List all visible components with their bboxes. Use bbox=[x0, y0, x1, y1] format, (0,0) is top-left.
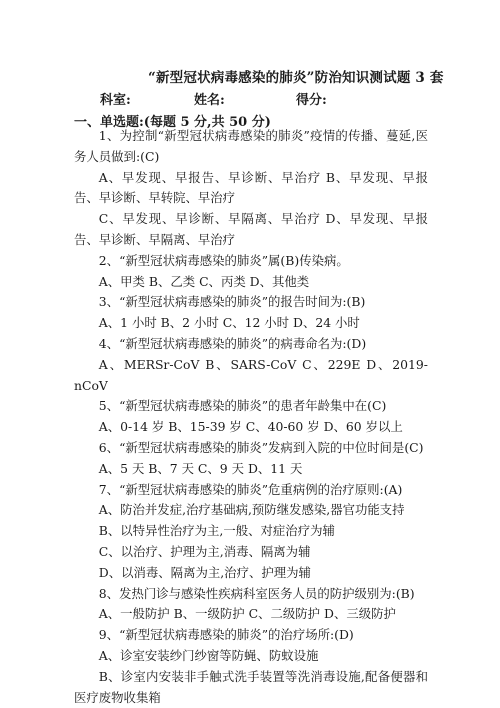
option-line: A、1 小时 B、2 小时 C、12 小时 D、24 小时 bbox=[98, 315, 360, 331]
question-line: 9、“新型冠状病毒感染的肺炎”的治疗场所:(D) bbox=[98, 627, 354, 643]
score-label: 得分: bbox=[296, 93, 327, 108]
option-line: A、早发现、早报告、早诊断、早治疗 B、早发现、早报告、早诊断、早转院、早治疗 bbox=[74, 169, 428, 206]
question-line: 2、“新型冠状病毒感染的肺炎”属(B)传染病。 bbox=[98, 252, 349, 268]
document-title: “新型冠状病毒感染的肺炎”防治知识测试题 3 套 bbox=[148, 70, 444, 86]
name-label: 姓名: bbox=[194, 93, 225, 108]
option-line: A、5 天 B、7 天 C、9 天 D、11 天 bbox=[98, 460, 303, 476]
question-list bbox=[74, 126, 428, 708]
option-line: D、以消毒、隔离为主,治疗、护理为辅 bbox=[98, 564, 311, 580]
option-line: C、早发现、早诊断、早隔离、早治疗 D、早发现、早报告、早诊断、早隔离、早治疗 bbox=[74, 211, 428, 247]
question-line: 7、“新型冠状病毒感染的肺炎”危重病例的治疗原则:(A) bbox=[98, 481, 403, 497]
question-line: 8、发热门诊与感染性疾病科室医务人员的防护级别为:(B) bbox=[98, 585, 415, 601]
option-line: A、甲类 B、乙类 C、丙类 D、其他类 bbox=[98, 273, 310, 289]
option-line: A、一般防护 B、一级防护 C、二级防护 D、三级防护 bbox=[98, 606, 396, 622]
option-line: B、诊室内安装非手触式洗手装置等洗消毒设施,配备便器和医疗废物收集箱 bbox=[74, 668, 428, 705]
option-line: C、以治疗、护理为主,消毒、隔离为辅 bbox=[98, 543, 311, 559]
department-label: 科室: bbox=[100, 93, 131, 108]
question-line: 6、“新型冠状病毒感染的肺炎”发病到入院的中位时间是(C) bbox=[98, 439, 424, 455]
question-line: 3、“新型冠状病毒感染的肺炎”的报告时间为:(B) bbox=[98, 294, 366, 310]
option-line: A、0-14 岁 B、15-39 岁 C、40-60 岁 D、60 岁以上 bbox=[98, 419, 403, 435]
section-heading: 一、单选题:(每题 5 分,共 50 分) bbox=[74, 115, 271, 130]
option-line: B、以特异性治疗为主,一般、对症治疗为辅 bbox=[98, 523, 335, 539]
question-line: 4、“新型冠状病毒感染的肺炎”的病毒命名为:(D) bbox=[98, 335, 367, 351]
question-line: 1、为控制“新型冠状病毒感染的肺炎”疫情的传播、蔓延,医务人员做到:(C) bbox=[74, 128, 428, 164]
option-line: A、防治并发症,治疗基础病,预防继发感染,器官功能支持 bbox=[98, 502, 405, 518]
option-line: A、诊室安装纱门纱窗等防蝇、防蚊设施 bbox=[98, 647, 319, 663]
option-line: A、MERSr-CoV B、SARS-CoV C、229E D、2019-nCoV bbox=[74, 356, 428, 393]
question-line: 5、“新型冠状病毒感染的肺炎”的患者年龄集中在(C) bbox=[98, 398, 387, 414]
